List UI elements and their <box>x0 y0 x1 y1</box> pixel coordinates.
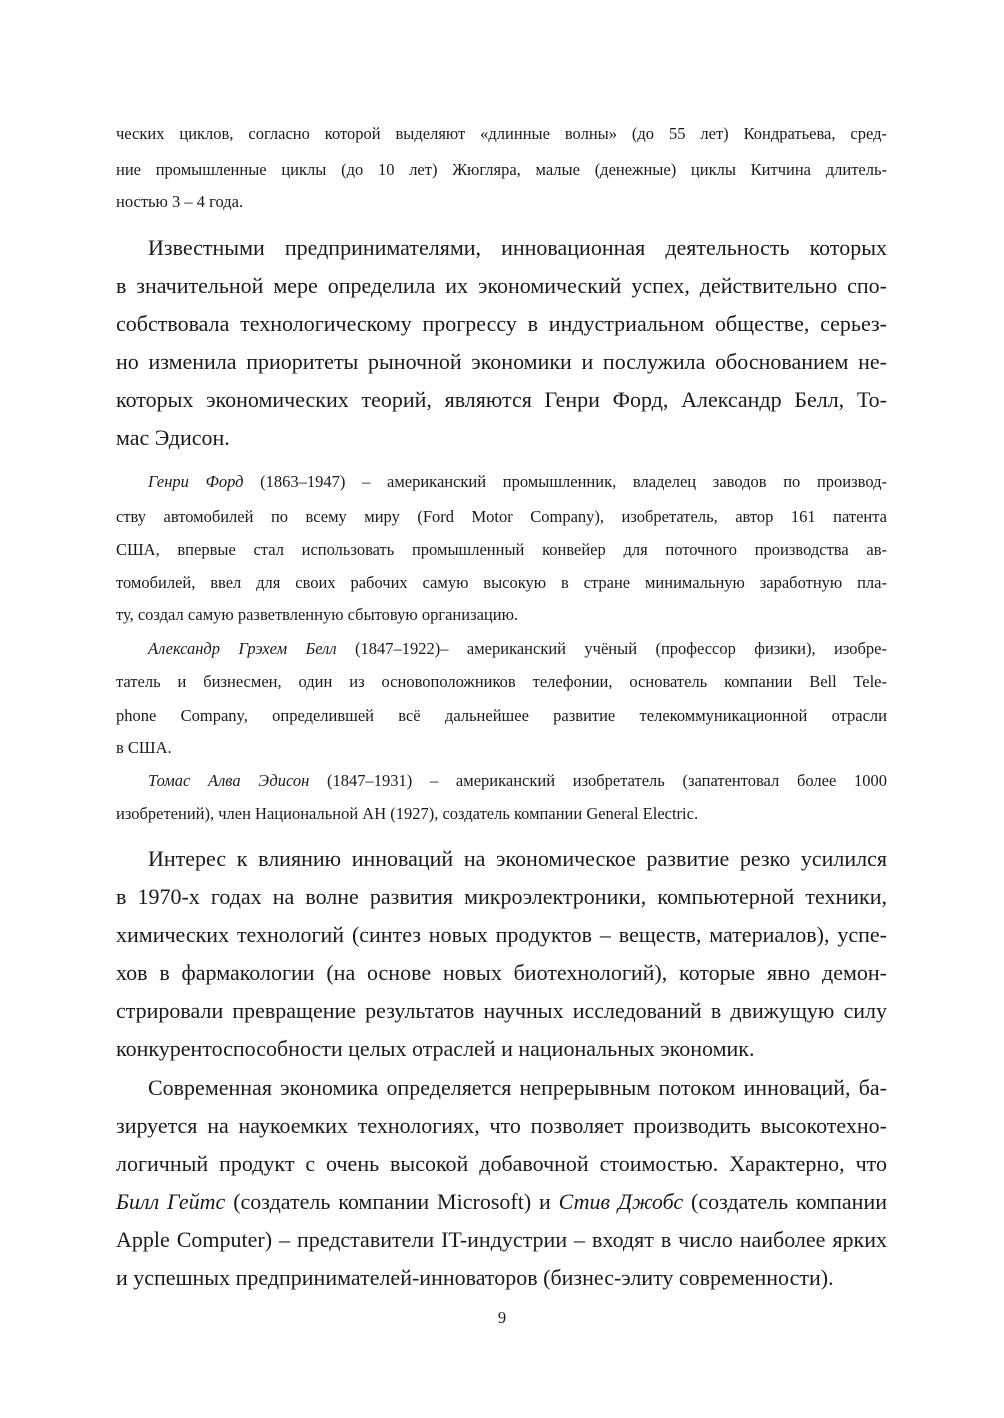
text-line: стрировали превращение результатов научных исследований в движущую силу <box>116 998 887 1023</box>
person-name: Генри Форд <box>148 472 244 491</box>
text-line: Известными предпринимателями, инновационная деятельность которых <box>148 235 887 260</box>
person-name: Стив Джобс <box>558 1189 684 1214</box>
text-line: Интерес к влиянию инноваций на экономическое развитие резко усилился <box>148 846 887 871</box>
text-line: ству автомобилей по всему миру (Ford Motor Company), изобретатель, автор 161 патента <box>116 507 887 526</box>
text-line: мас Эдисон. <box>116 425 230 450</box>
text-line: собствовала технологическому прогрессу в индустриальном обществе, серьез- <box>116 311 887 336</box>
text-line: татель и бизнесмен, один из основоположников телефонии, основатель компании Bell Tele- <box>116 672 887 691</box>
person-name: Томас Алва Эдисон <box>148 771 310 790</box>
text-line: зируется на наукоемких технологиях, что позволяет производить высокотехно- <box>116 1113 887 1138</box>
text-line: Александр Грэхем Белл (1847–1922)– американский учёный (профессор физики), изобре- <box>148 639 887 658</box>
text-line: изобретений), член Национальной АН (1927), создатель компании General Electric. <box>116 804 699 823</box>
person-name: Билл Гейтс <box>116 1189 226 1214</box>
text-line: phone Company, определившей всё дальнейшее развитие телекоммуникационной отрасли <box>116 706 887 725</box>
text-line: Современная экономика определяется непрерывным потоком инноваций, ба- <box>148 1075 887 1100</box>
text-line: ние промышленные циклы (до 10 лет) Жюгляра, малые (денежные) циклы Китчина длитель- <box>116 160 887 179</box>
text-line: но изменила приоритеты рыночной экономики и послужила обоснованием не- <box>116 349 887 374</box>
text-line: в США. <box>116 738 172 757</box>
text-line: Томас Алва Эдисон (1847–1931) – американский изобретатель (запатентовал более 1000 <box>148 771 887 790</box>
text-line: Генри Форд (1863–1947) – американский промышленник, владелец заводов по производ- <box>148 472 887 491</box>
text-line: химических технологий (синтез новых продуктов – веществ, материалов), успе- <box>116 922 887 947</box>
text-line: Билл Гейтс (создатель компании Microsoft) и Стив Джобс (создатель компании <box>116 1189 887 1214</box>
text-line: в 1970-х годах на волне развития микроэлектроники, компьютерной техники, <box>116 884 887 909</box>
text-line: и успешных предпринимателей-инноваторов (бизнес-элиту современности). <box>116 1265 834 1290</box>
text-line: которых экономических теорий, являются Генри Форд, Александр Белл, То- <box>116 387 887 412</box>
text-line: США, впервые стал использовать промышленный конвейер для поточного производства ав- <box>116 540 887 559</box>
text-line: ностью 3 – 4 года. <box>116 192 244 211</box>
text-line: конкурентоспособности целых отраслей и национальных экономик. <box>116 1036 755 1061</box>
text-line: хов в фармакологии (на основе новых биотехнологий), которые явно демон- <box>116 960 887 985</box>
page-number: 9 <box>497 1308 507 1327</box>
text-line: ческих циклов, согласно которой выделяют «длинные волны» (до 55 лет) Кондратьева, сред- <box>116 124 887 143</box>
text-line: томобилей, ввел для своих рабочих самую высокую в стране минимальную заработную пла- <box>116 573 887 592</box>
text-line: в значительной мере определила их экономический успех, действительно спо- <box>116 273 887 298</box>
text-line: ту, создал самую разветвленную сбытовую организацию. <box>116 605 519 624</box>
text-line: Apple Computer) – представители IT-индустрии – входят в число наиболее ярких <box>116 1227 887 1252</box>
text-line: логичный продукт с очень высокой добавочной стоимостью. Характерно, что <box>116 1151 887 1176</box>
person-name: Александр Грэхем Белл <box>148 639 337 658</box>
